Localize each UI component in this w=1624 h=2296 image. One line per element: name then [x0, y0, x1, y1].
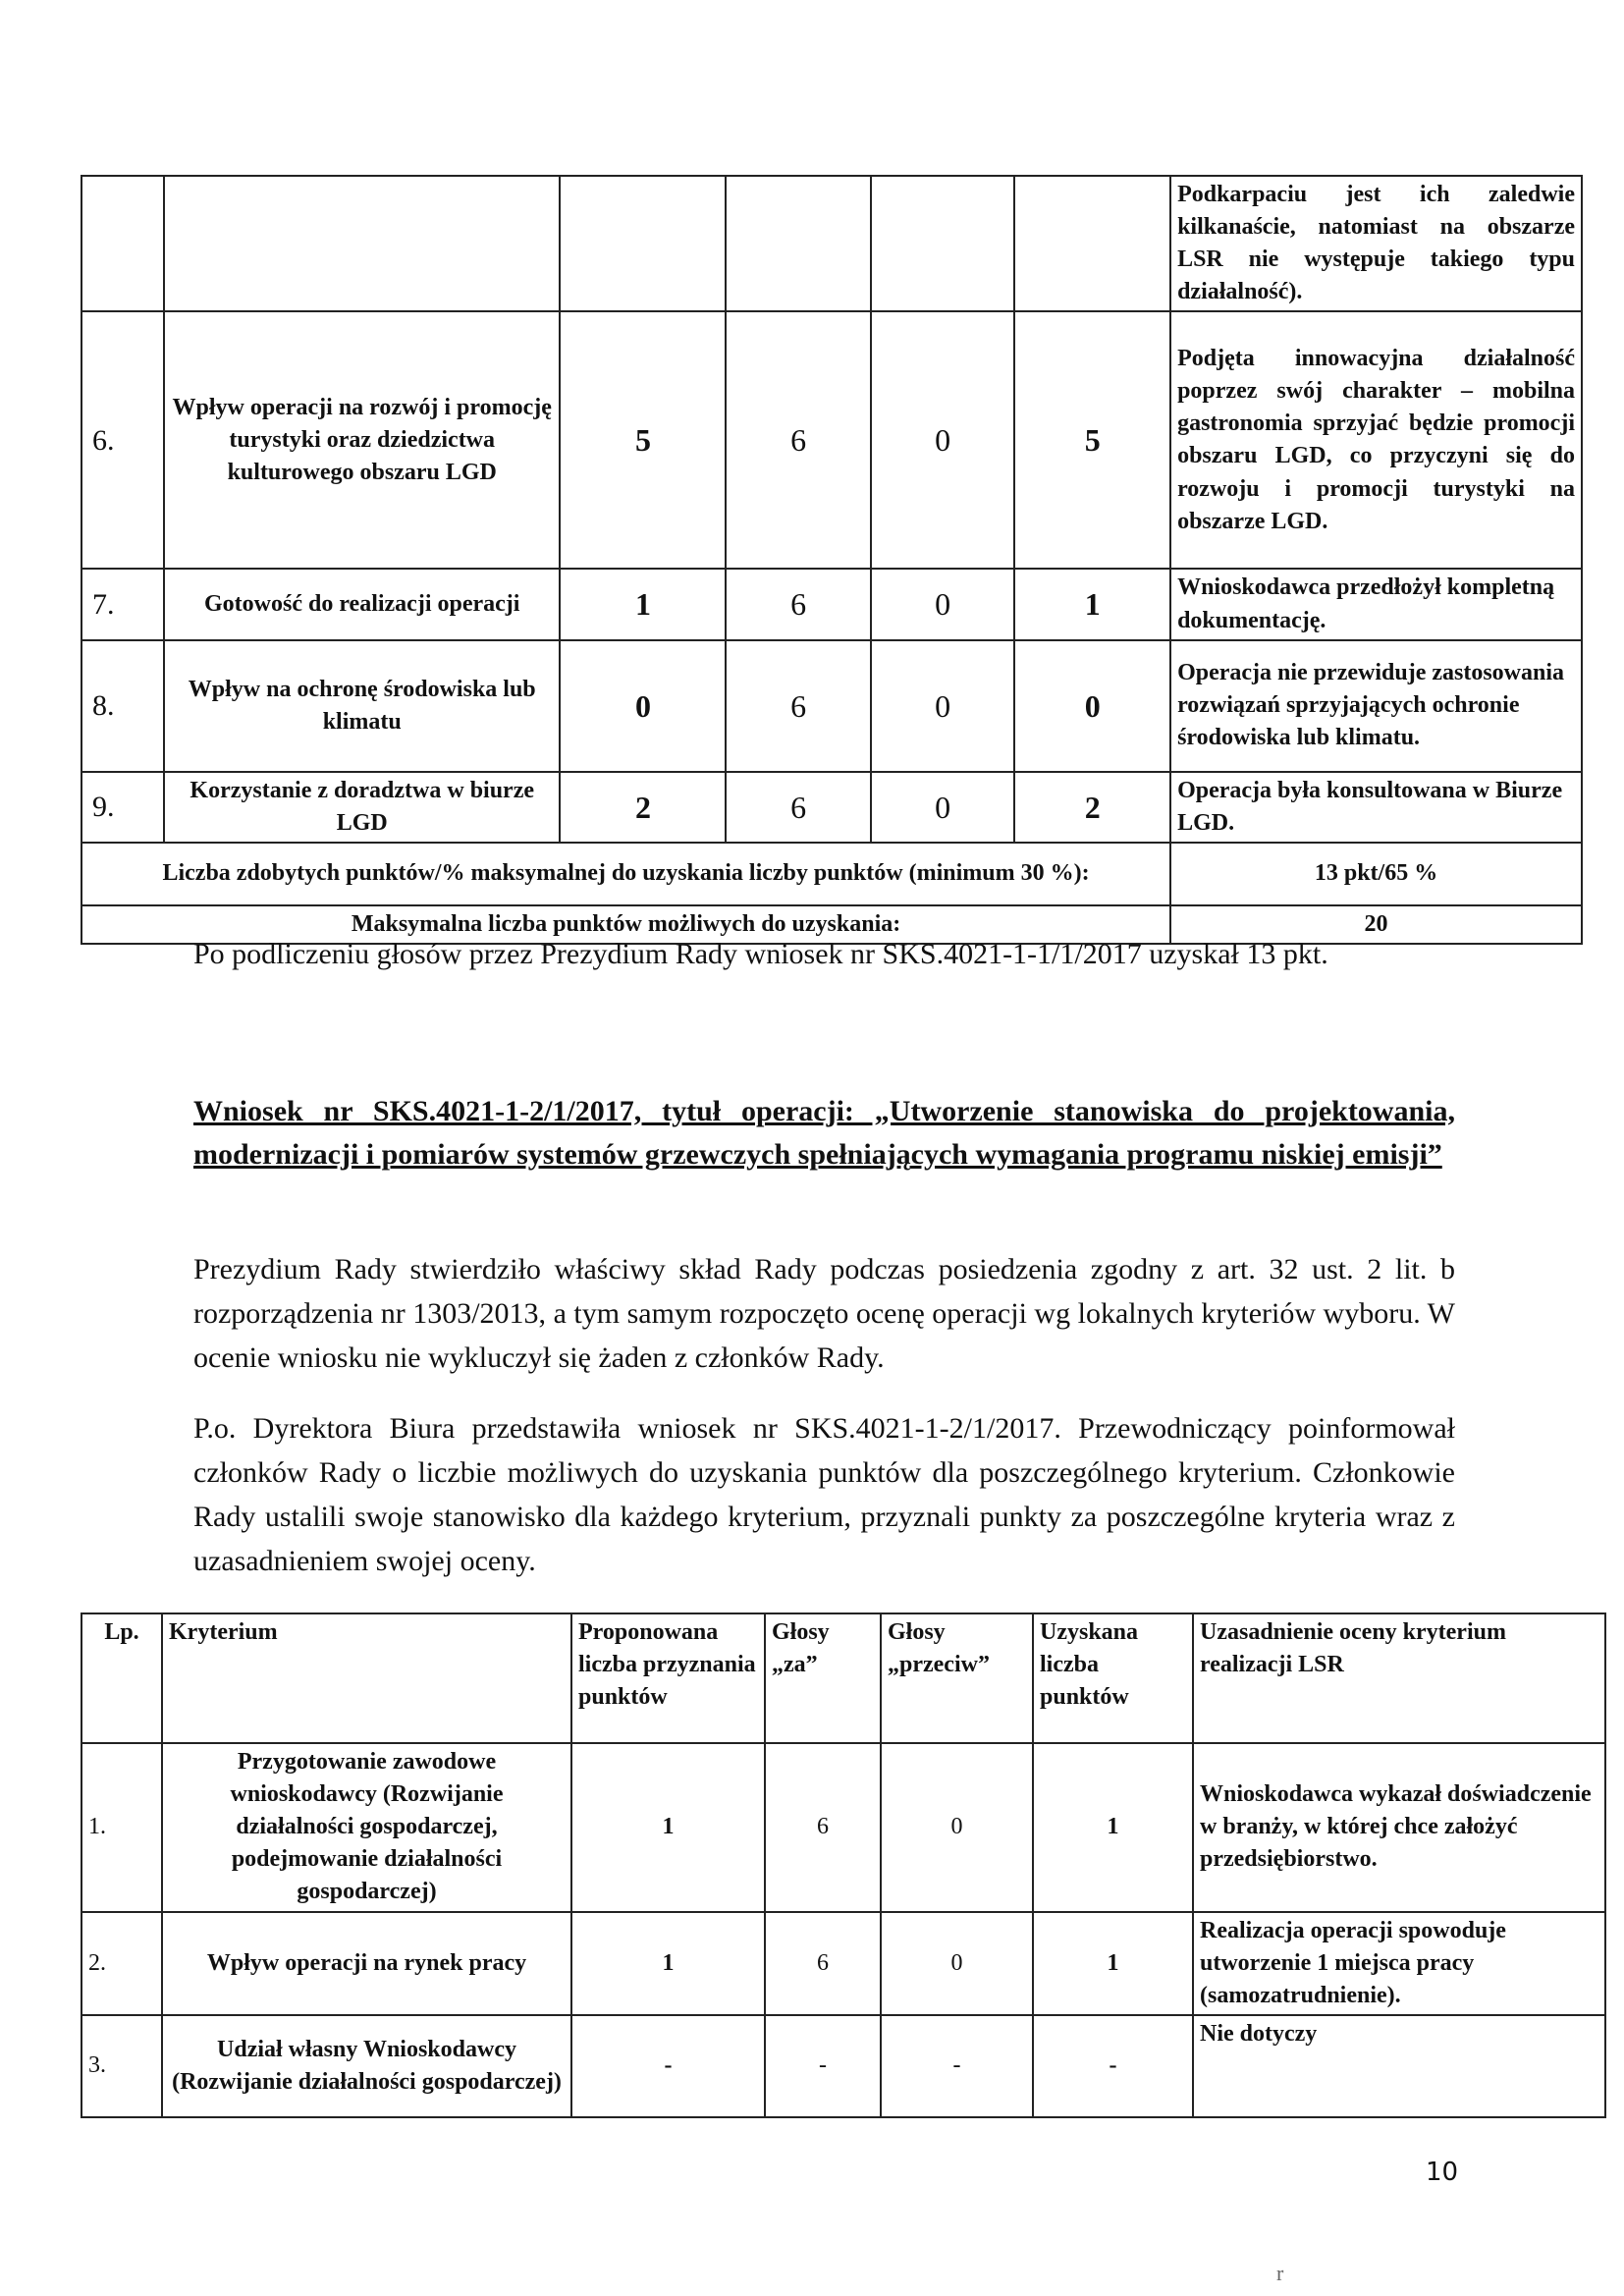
obtained-points-cell: 0 [1014, 640, 1170, 772]
proposed-points-cell: 1 [571, 1912, 765, 2015]
table-row [81, 1912, 1605, 2015]
votes-for-cell: - [765, 2015, 881, 2117]
justification-cell: Operacja nie przewiduje zastosowania rozwiązań sprzyjających ochronie środowiska lub klimatu. [1170, 640, 1582, 772]
header-obtained-points: Uzyskana liczba punktów [1033, 1613, 1193, 1743]
header-proposed-points: Proponowana liczba przyznania punktów [571, 1613, 765, 1743]
criterion-cell: Wpływ operacji na rynek pracy [162, 1912, 571, 2015]
votes-for-cell [726, 176, 870, 311]
lp-cell: 6. [81, 311, 164, 569]
paragraph-evaluation: P.o. Dyrektora Biura przedstawiła wniosek nr SKS.4021-1-2/1/2017. Przewodniczący poinformował członków Rady o liczbie możliwych do uzyskania punktów dla poszczególnego kryterium. Członkowie Rady ustalili swoje stanowisko dla każdego kryterium, przyznali punkty za poszczególne kryteria wraz z uzasadnieniem swojej oceny. [193, 1412, 1455, 1577]
obtained-points-cell: 1 [1033, 1912, 1193, 2015]
proposed-points-cell: - [571, 2015, 765, 2117]
votes-against-cell [871, 176, 1014, 311]
lp-cell: 8. [81, 640, 164, 772]
votes-against-cell: 0 [881, 1743, 1033, 1912]
table-row [81, 640, 1582, 772]
obtained-points-cell: 1 [1033, 1743, 1193, 1912]
votes-for-cell: 6 [765, 1743, 881, 1912]
criterion-cell: Gotowość do realizacji operacji [164, 569, 561, 639]
justification-cell: Realizacja operacji spowoduje utworzenie 1 miejsca pracy (samozatrudnienie). [1193, 1912, 1605, 2015]
obtained-points-cell: 5 [1014, 311, 1170, 569]
lp-cell [81, 176, 164, 311]
sum-value: 13 pkt/65 % [1170, 843, 1582, 905]
justification-cell: Podjęta innowacyjna działalność poprzez swój charakter – mobilna gastronomia sprzyjać będzie promocji obszaru LGD, co przyczyni się do rozwoju i promocji turystyki na obszarze LGD. [1170, 311, 1582, 569]
table-row [81, 1743, 1605, 1912]
lp-cell: 9. [81, 772, 164, 843]
justification-cell: Podkarpaciu jest ich zaledwie kilkanaście, natomiast na obszarze LSR nie występuje takiego typu działalność). [1170, 176, 1582, 311]
header-justification: Uzasadnienie oceny kryterium realizacji LSR [1193, 1613, 1605, 1743]
proposed-points-cell: 0 [560, 640, 726, 772]
justification-cell: Wnioskodawca wykazał doświadczenie w branży, w której chce założyć przedsiębiorstwo. [1193, 1743, 1605, 1912]
justification-cell: Wnioskodawca przedłożył kompletną dokumentację. [1170, 569, 1582, 639]
votes-for-cell: 6 [726, 569, 870, 639]
table-row [81, 569, 1582, 639]
header-lp: Lp. [81, 1613, 162, 1743]
stray-pen-mark: r [1276, 2261, 1284, 2285]
obtained-points-cell: 1 [1014, 569, 1170, 639]
proposed-points-cell: 1 [571, 1743, 765, 1912]
table-row [81, 176, 1582, 311]
lp-cell: 3. [81, 2015, 162, 2117]
justification-cell: Operacja była konsultowana w Biurze LGD. [1170, 772, 1582, 843]
paragraph-council-composition: Prezydium Rady stwierdziło właściwy skład Rady podczas posiedzenia zgodny z art. 32 ust. 2 lit. b rozporządzenia nr 1303/2013, a tym samym rozpoczęto ocenę operacji wg lokalnych kryteriów wyboru. W ocenie wniosku nie wykluczył się żaden z członków Rady. [193, 1253, 1455, 1374]
votes-for-cell: 6 [726, 640, 870, 772]
lp-cell: 7. [81, 569, 164, 639]
criterion-cell: Przygotowanie zawodowe wnioskodawcy (Rozwijanie działalności gospodarczej, podejmowanie działalności gospodarczej) [162, 1743, 571, 1912]
votes-for-cell: 6 [726, 311, 870, 569]
result-sentence: Po podliczeniu głosów przez Prezydium Rady wniosek nr SKS.4021-1-1/1/2017 uzyskał 13 pkt. [193, 938, 1328, 970]
criterion-cell: Udział własny Wnioskodawcy (Rozwijanie działalności gospodarczej) [162, 2015, 571, 2117]
lp-cell: 2. [81, 1912, 162, 2015]
sum-label: Liczba zdobytych punktów/% maksymalnej do uzyskania liczby punktów (minimum 30 %): [81, 843, 1170, 905]
obtained-points-cell: 2 [1014, 772, 1170, 843]
sum-row [81, 843, 1582, 905]
votes-against-cell: 0 [871, 311, 1014, 569]
header-criterion: Kryterium [162, 1613, 571, 1743]
table-row [81, 311, 1582, 569]
proposed-points-cell [560, 176, 726, 311]
criterion-cell: Wpływ operacji na rozwój i promocję turystyki oraz dziedzictwa kulturowego obszaru LGD [164, 311, 561, 569]
proposed-points-cell: 2 [560, 772, 726, 843]
criteria-table [81, 1613, 1606, 2118]
criteria-table-continued [81, 175, 1583, 945]
table-row [81, 2015, 1605, 2117]
votes-against-cell: 0 [871, 772, 1014, 843]
header-row [81, 1613, 1605, 1743]
max-value: 20 [1170, 905, 1582, 944]
proposed-points-cell: 5 [560, 311, 726, 569]
votes-against-cell: 0 [881, 1912, 1033, 2015]
max-label: Maksymalna liczba punktów możliwych do uzyskania: [81, 905, 1170, 944]
lp-cell: 1. [81, 1743, 162, 1912]
obtained-points-cell: - [1033, 2015, 1193, 2117]
votes-for-cell: 6 [726, 772, 870, 843]
criterion-cell: Wpływ na ochronę środowiska lub klimatu [164, 640, 561, 772]
votes-against-cell: 0 [871, 569, 1014, 639]
page-number: 10 [1426, 2158, 1459, 2187]
proposed-points-cell: 1 [560, 569, 726, 639]
criterion-cell [164, 176, 561, 311]
justification-cell: Nie dotyczy [1193, 2015, 1605, 2117]
table-row [81, 772, 1582, 843]
votes-for-cell: 6 [765, 1912, 881, 2015]
application-heading: Wniosek nr SKS.4021-1-2/1/2017, tytuł operacji: „Utworzenie stanowiska do projektowania, modernizacji i pomiarów systemów grzewczych spełniających wymagania programu niskiej emisji” [193, 1095, 1455, 1171]
votes-against-cell: - [881, 2015, 1033, 2117]
criterion-cell: Korzystanie z doradztwa w biurze LGD [164, 772, 561, 843]
header-votes-for: Głosy „za” [765, 1613, 881, 1743]
header-votes-against: Głosy „przeciw” [881, 1613, 1033, 1743]
obtained-points-cell [1014, 176, 1170, 311]
votes-against-cell: 0 [871, 640, 1014, 772]
